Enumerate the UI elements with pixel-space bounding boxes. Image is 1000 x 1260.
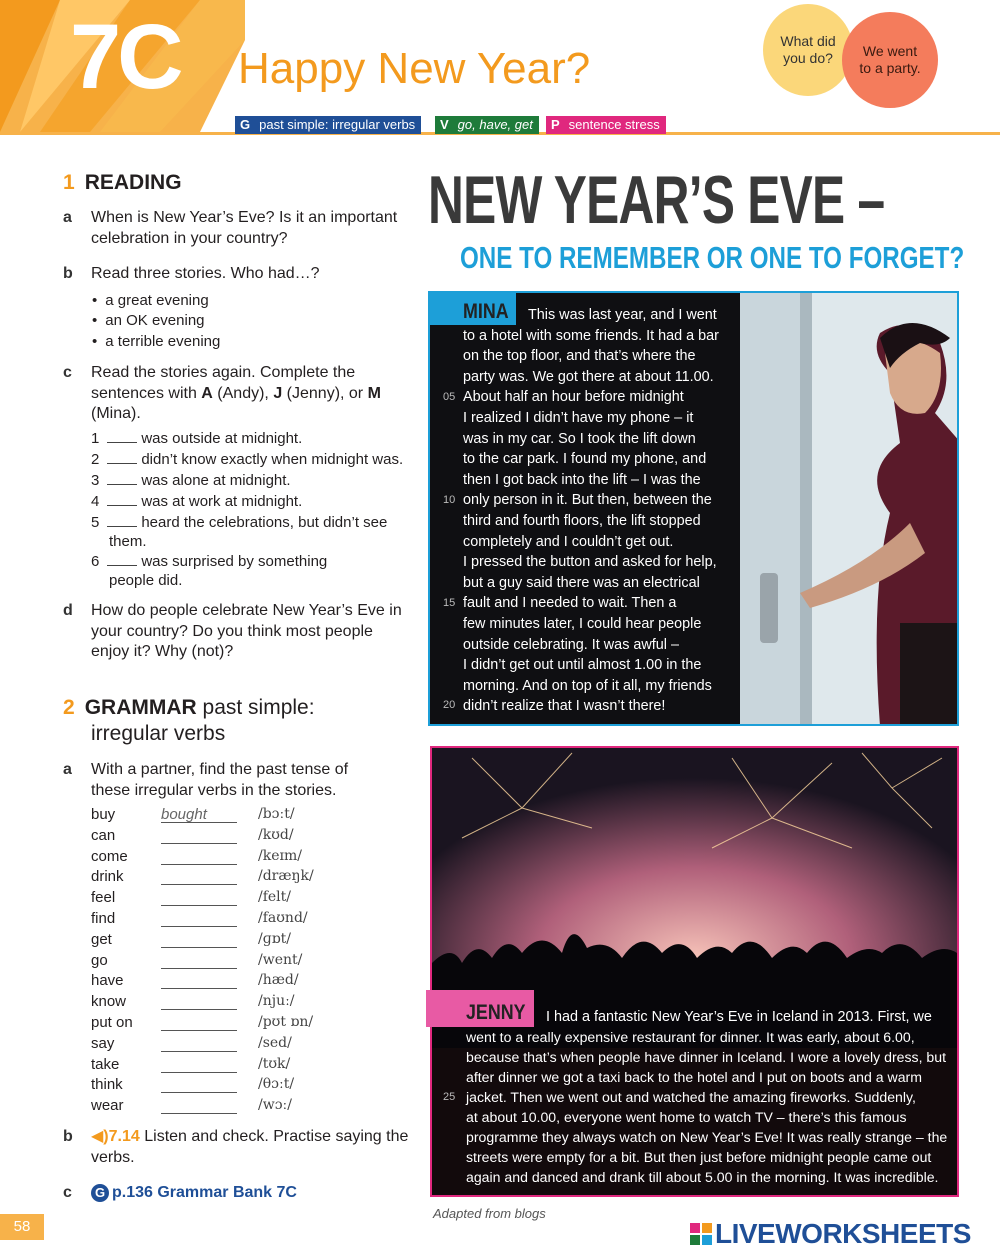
story-line: was in my car. So I took the lift down <box>463 430 696 447</box>
verb: think <box>91 1076 123 1094</box>
phonetic: /sed/ <box>258 1034 292 1051</box>
line-number: 05 <box>443 391 456 403</box>
question-letter: b <box>63 265 73 282</box>
verb-row <box>91 1056 331 1076</box>
verb: have <box>91 972 124 990</box>
story-line: again and danced and drank till about 5.00 in the morning. It was incredible. <box>466 1169 939 1185</box>
section-subtitle: past simple: <box>202 696 315 719</box>
story-line: at about 10.00, everyone went home to watch TV – there’s this famous <box>466 1109 907 1125</box>
question-letter: c <box>63 1184 72 1201</box>
phonetic: /went/ <box>258 951 303 968</box>
story-line: because that’s when people have dinner in Iceland. I wore a lovely dress, but <box>466 1049 947 1065</box>
vocabulary-tag-text: go, have, get <box>457 117 533 132</box>
past-tense-answer-field[interactable] <box>161 827 237 844</box>
story-line: to the car park. I found my phone, and <box>463 451 707 468</box>
question-letter: b <box>63 1128 73 1145</box>
verb-row <box>91 889 331 909</box>
question-2b-text: ◀)7.14 Listen and check. Practise saying the verbs. <box>91 1128 409 1166</box>
past-tense-answer-field[interactable] <box>161 889 237 906</box>
phonetic: /njuː/ <box>258 993 295 1010</box>
story-line: went to a really expensive restaurant for dinner. It was early, about 6.00, <box>466 1029 915 1045</box>
question-d-text: How do people celebrate New Year’s Eve in your country? Do you think most people enjoy it? Why (not)? <box>91 602 402 660</box>
answer-blank[interactable] <box>107 515 137 527</box>
line-number: 10 <box>443 494 456 506</box>
verb: drink <box>91 868 124 886</box>
story-line: jacket. Then we went out and watched the amazing fireworks. Suddenly, <box>466 1089 916 1105</box>
section-number: 1 <box>63 171 75 194</box>
story-line: fault and I needed to wait. Then a <box>463 595 677 612</box>
list-item: 6 was surprised by something people did. <box>91 553 328 589</box>
verb-row <box>91 1035 331 1055</box>
liveworksheets-brand[interactable]: LIVEWORKSHEETS <box>690 1218 971 1250</box>
past-tense-answer-field[interactable] <box>161 1014 237 1031</box>
unit-code: 7C <box>70 6 180 108</box>
list-item: 4 was at work at midnight. <box>91 493 303 510</box>
phonetic: /bɔːt/ <box>258 806 295 822</box>
verb: know <box>91 993 127 1011</box>
verb: wear <box>91 1097 124 1115</box>
page-number: 58 <box>0 1214 44 1240</box>
list-item: 3 was alone at midnight. <box>91 472 291 489</box>
question-a-text: When is New Year’s Eve? Is it an important celebration in your country? <box>91 209 398 247</box>
line-number: 25 <box>443 1091 456 1103</box>
phonetic: /dræŋk/ <box>258 868 314 885</box>
story-line: to a hotel with some friends. It had a bar <box>463 327 719 344</box>
verb-row <box>91 1014 331 1034</box>
list-item: • an OK evening <box>92 311 205 332</box>
question-letter: d <box>63 602 73 619</box>
section-reading-heading <box>63 170 182 196</box>
verb-row <box>91 910 331 930</box>
audio-icon[interactable]: ◀) <box>91 1128 109 1145</box>
answer-blank[interactable] <box>107 473 137 485</box>
story-line: I pressed the button and asked for help, <box>463 554 717 571</box>
past-tense-answer-field[interactable] <box>161 931 237 948</box>
verb-row <box>91 993 331 1013</box>
list-item: 2 didn’t know exactly when midnight was. <box>91 451 404 468</box>
phonetic: /hæd/ <box>258 972 299 989</box>
story-line: streets were empty for a bit. But then just before midnight people came out <box>466 1149 932 1165</box>
verb: take <box>91 1055 120 1073</box>
verb: come <box>91 847 128 865</box>
mina-story-first-line: This was last year, and I went <box>528 307 717 323</box>
story-line: morning. And on top of it all, my friends <box>463 677 712 694</box>
past-tense-answer-field[interactable] <box>161 972 237 989</box>
story-line: About half an hour before midnight <box>463 389 684 406</box>
audio-track[interactable]: 7.14 <box>108 1128 140 1145</box>
past-tense-answer-field[interactable]: bought <box>161 806 237 823</box>
past-tense-answer-field[interactable] <box>161 868 237 885</box>
question-letter: a <box>63 209 72 226</box>
verb-row <box>91 972 331 992</box>
question-c-text: Read the stories again. Complete the sentences with A (Andy), J (Jenny), or M (Mina). <box>91 364 381 422</box>
list-item: • a great evening <box>92 291 209 312</box>
section-subtitle-line-2: irregular verbs <box>91 722 226 745</box>
mina-name: MINA <box>463 300 509 323</box>
story-line: party was. We got there at about 11.00. <box>463 368 714 385</box>
question-letter: c <box>63 364 72 381</box>
verb-row <box>91 1076 331 1096</box>
article-subheadline: ONE TO REMEMBER OR ONE TO FORGET? <box>460 240 965 275</box>
page-title: Happy New Year? <box>238 44 591 93</box>
verb: buy <box>91 806 116 823</box>
past-tense-answer-field[interactable] <box>161 1056 237 1073</box>
past-tense-answer-field[interactable] <box>161 848 237 865</box>
answer-blank[interactable] <box>107 494 137 506</box>
mina-story-text <box>463 326 753 717</box>
past-tense-answer-field[interactable] <box>161 993 237 1010</box>
vocabulary-tag-letter: V <box>440 117 449 132</box>
jenny-story-first-line: I had a fantastic New Year’s Eve in Iceland in 2013. First, we <box>546 1009 932 1025</box>
story-line: then I got back into the lift – I was the <box>463 471 701 488</box>
past-tense-answer-field[interactable] <box>161 910 237 927</box>
list-item: 5 heard the celebrations, but didn’t see them. <box>91 514 388 550</box>
verb-row <box>91 827 331 847</box>
phonetic: /ɡɒt/ <box>258 930 291 947</box>
grammar-tag <box>235 116 421 134</box>
phonetic: /wɔː/ <box>258 1097 292 1114</box>
story-line: completely and I couldn’t get out. <box>463 533 674 550</box>
verb: can <box>91 826 116 844</box>
story-line: on the top floor, and that’s where the <box>463 348 696 365</box>
section-grammar-heading <box>63 695 315 721</box>
line-number: 15 <box>443 597 456 609</box>
woman-in-lift-photo <box>740 293 959 726</box>
past-tense-answer-field[interactable] <box>161 1097 237 1114</box>
grammar-tag-text: past simple: irregular verbs <box>259 117 416 132</box>
pronunciation-tag-letter: P <box>546 116 565 134</box>
verb: put on <box>91 1014 133 1031</box>
story-line: outside celebrating. It was awful – <box>463 636 679 653</box>
line-number: 20 <box>443 699 456 711</box>
verb: feel <box>91 889 116 907</box>
liveworksheets-logo-icon <box>690 1223 712 1245</box>
phonetic: /pʊt ɒn/ <box>258 1014 314 1030</box>
verb: find <box>91 910 116 927</box>
verb-row <box>91 931 331 951</box>
list-item: • a terrible evening <box>92 332 220 353</box>
question-b-text: Read three stories. Who had…? <box>91 265 320 282</box>
story-line: didn’t realize that I wasn’t there! <box>463 698 666 715</box>
source-credit: Adapted from blogs <box>433 1206 546 1221</box>
verb-row <box>91 952 331 972</box>
phonetic: /tʊk/ <box>258 1055 291 1072</box>
verb: say <box>91 1034 115 1052</box>
answer-blank[interactable] <box>107 554 137 566</box>
phonetic: /θɔːt/ <box>258 1076 295 1093</box>
pronunciation-tag <box>546 116 666 134</box>
story-line: but a guy said there was an electrical <box>463 574 700 591</box>
speech-bubble-answer: We went to a party. <box>842 12 938 108</box>
story-line: I didn’t get out until almost 1.00 in the <box>463 657 702 674</box>
past-tense-answer-field[interactable] <box>161 1076 237 1093</box>
answer-blank[interactable] <box>107 431 137 443</box>
question-2a-text: With a partner, find the past tense of these irregular verbs in the stories. <box>91 761 349 799</box>
story-line: few minutes later, I could hear people <box>463 615 702 632</box>
verb-row <box>91 868 331 888</box>
jenny-name: JENNY <box>466 1001 526 1024</box>
story-line: after dinner we got a taxi back to the hotel and I put on boots and a warm <box>466 1069 922 1085</box>
phonetic: /kʊd/ <box>258 826 294 843</box>
story-line: programme they always watch on New Year’s Eve! It was really strange – the <box>466 1129 948 1145</box>
grammar-tag-letter: G <box>240 117 251 132</box>
verb-row <box>91 806 331 826</box>
grammar-bank-icon: G <box>91 1184 109 1202</box>
phonetic: /faʊnd/ <box>258 910 308 926</box>
speech-bubble-question: What did you do? <box>763 4 853 96</box>
verb: get <box>91 930 112 948</box>
past-tense-answer-field[interactable] <box>161 1035 237 1052</box>
verb: go <box>91 951 108 969</box>
story-line: only person in it. But then, between the <box>463 492 712 509</box>
answer-blank[interactable] <box>107 452 137 464</box>
section-title: READING <box>84 171 182 194</box>
section-title: GRAMMAR <box>84 696 197 719</box>
list-item: 1 was outside at midnight. <box>91 430 303 447</box>
verb-row <box>91 848 331 868</box>
article-headline: NEW YEAR’S EVE – <box>428 162 885 238</box>
verb-row <box>91 1097 331 1117</box>
story-line: third and fourth floors, the lift stopped <box>463 512 701 529</box>
pronunciation-tag-text: sentence stress <box>568 117 660 132</box>
vocabulary-tag <box>435 116 539 134</box>
question-letter: a <box>63 761 72 778</box>
grammar-bank-link[interactable]: G p.136 Grammar Bank 7C <box>91 1183 411 1204</box>
phonetic: /felt/ <box>258 889 292 906</box>
jenny-story-text <box>466 1027 956 1187</box>
section-number: 2 <box>63 696 75 719</box>
story-line: I realized I didn’t have my phone – it <box>463 409 694 426</box>
phonetic: /keɪm/ <box>258 847 302 864</box>
past-tense-answer-field[interactable] <box>161 952 237 969</box>
